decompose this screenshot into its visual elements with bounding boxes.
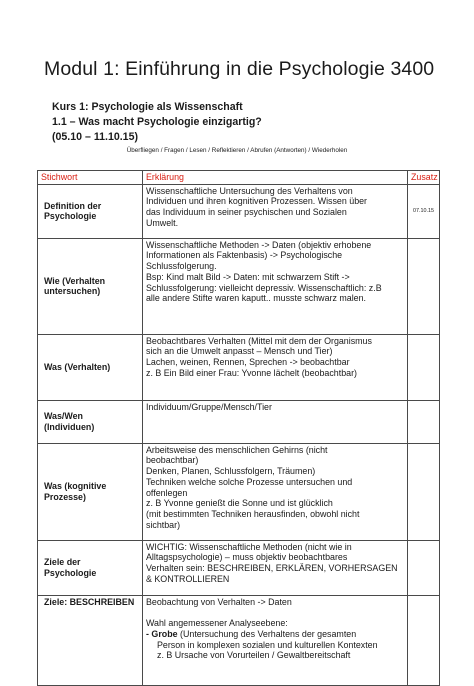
explanation-line: Beobachtbares Verhalten (Mittel mit dem der Organismus [146,335,372,346]
explanation-line: Person in komplexen sozialen und kulturellen Kontexten [157,639,378,650]
date-range: (05.10 – 11.10.15) [52,131,138,143]
header-zusatz: Zusatz [408,171,440,185]
row-keyword [38,334,143,400]
explanation-line: z. B Ein Bild einer Frau: Yvonne lächelt (beobachtbar) [146,367,357,378]
explanation-line: Schlussfolgerung: vielleicht depressiv. Wissenschaftlich: z.B [146,282,382,293]
table-header-row [38,171,440,185]
course-title: Kurs 1: Psychologie als Wissenschaft [52,101,243,113]
table-row [38,595,440,685]
explanation-line: (mit bestimmten Techniken herausfinden, obwohl nicht [146,508,360,519]
explanation-line: Lachen, weinen, Rennen, Sprechen -> beobachtbar [146,357,350,368]
explanation-line: sichtbar) [146,519,181,530]
keyword-line: Definition der [44,200,102,211]
explanation-line: offenlegen [146,487,188,498]
table-row [38,400,440,443]
keyword-line: Prozesse) [44,491,86,502]
row-explanation [143,595,408,685]
header-stichwort: Stichwort [38,171,143,185]
explanation-line: Verhalten sein: BESCHREIBEN, ERKLÄREN, VORHERSAGEN [146,563,398,574]
table-row [38,184,440,238]
explanation-line: Alltagspsychologie) – muss objektiv beobachtbares [146,552,348,563]
keyword-line: untersuchen) [44,286,101,297]
row-keyword [38,238,143,334]
explanation-line: Beobachtung von Verhalten -> Daten [146,596,292,607]
keyword-line: Was (Verhalten) [44,361,111,372]
table-row [38,238,440,334]
row-keyword [38,184,143,238]
document-title: Modul 1: Einführung in die Psychologie 3400 [44,58,435,80]
table-row [38,443,440,540]
study-method-instructions: Überfliegen / Fragen / Lesen / Reflektieren / Abrufen (Antworten) / Wiederholen [126,147,348,154]
keyword-line: Was/Wen [44,411,83,421]
explanation-line: Individuum/Gruppe/Mensch/Tier [146,401,272,412]
explanation-line: Schlussfolgerung. [146,261,217,272]
explanation-line: Wissenschaftliche Methoden -> Daten (objektiv erhobene [146,239,372,250]
explanation-line: WICHTIG: Wissenschaftliche Methoden (nicht wie in [146,541,352,552]
row-keyword [38,443,143,540]
explanation-line: z. B Ursache von Vorurteilen / Gewaltbereitschaft [157,650,351,661]
explanation-line: Arbeitsweise des menschlichen Gehirns (nicht [146,444,328,455]
row-keyword [38,400,143,443]
explanation-line: Informationen als Faktenbasis) -> Psychologische [146,250,343,261]
keyword-line: (Individuen) [44,421,95,432]
table-row [38,334,440,400]
explanation-line: sich an die Umwelt anpasst – Mensch und Tier) [146,346,333,357]
row-explanation [143,334,408,400]
row-extra [408,540,440,595]
keyword-line: Was (kognitive [44,481,107,491]
explanation-line [146,607,404,618]
row-explanation [143,400,408,443]
explanation-line: das Individuum in seiner psychischen und Sozialen [146,207,347,218]
explanation-line: Individuen und ihren kognitiven Prozessen. Wissen über [146,196,368,207]
row-extra [408,443,440,540]
explanation-line: beobachtbar) [146,455,199,466]
explanation-line: Umwelt. [146,217,179,228]
row-explanation [143,540,408,595]
row-explanation [143,184,408,238]
row-keyword [38,595,143,685]
row-explanation [143,238,408,334]
course-heading [52,100,262,145]
section-title: 1.1 – Was macht Psychologie einzigartig? [52,116,262,128]
row-extra: 07.10.15 [408,184,440,238]
row-extra [408,334,440,400]
explanation-line: Techniken welche solche Prozesse untersuchen und [146,476,353,487]
keyword-line: Psychologie [44,567,97,578]
explanation-line: Denken, Planen, Schlussfolgern, Träumen) [146,466,316,477]
row-explanation [143,443,408,540]
explanation-line: & KONTROLLIEREN [146,573,230,584]
keyword-line: Ziele der [44,557,81,567]
header-erklaerung: Erklärung [143,171,408,185]
row-keyword [38,540,143,595]
explanation-line: z. B Yvonne genießt die Sonne und ist glücklich [146,498,333,509]
notes-table [37,170,440,686]
keyword-line: Psychologie [44,211,97,222]
explanation-line: alle andere Stifte waren kaputt.. musste schwarz malen. [146,293,367,304]
keyword-line: Wie (Verhalten [44,275,106,286]
explanation-line: Bsp: Kind malt Bild -> Daten: mit schwarzem Stift -> [146,271,350,282]
explanation-line: - Grobe (Untersuchung des Verhaltens der gesamten [146,628,357,639]
explanation-line: Wissenschaftliche Untersuchung des Verhaltens von [146,185,353,196]
table-row [38,540,440,595]
keyword-line: Ziele: BESCHREIBEN [44,596,135,607]
row-extra [408,238,440,334]
row-extra [408,595,440,685]
row-extra [408,400,440,443]
explanation-line: Wahl angemessener Analyseebene: [146,618,288,629]
